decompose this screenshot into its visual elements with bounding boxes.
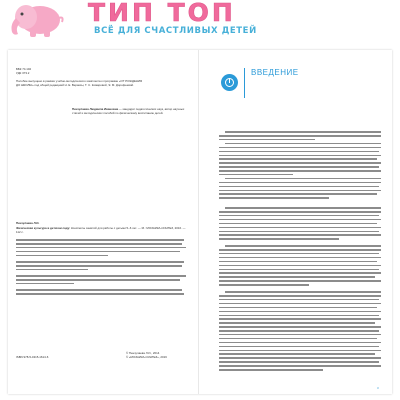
elephant-icon <box>4 0 74 38</box>
brand-title: ТИП ТОП <box>88 0 236 27</box>
reviewer-block <box>72 108 188 116</box>
reviewer-name: Пензулаева Людмила Ивановна <box>72 107 119 111</box>
isbn: ISBN 978-5-4315-1614-6 <box>16 355 49 359</box>
info-icon <box>221 74 238 91</box>
annotation-text <box>16 238 188 257</box>
author: Пензулаева Л.И. <box>16 221 40 225</box>
brand[interactable] <box>88 0 318 36</box>
series-intro: Пособие выпущено в рамках учебно-методического комплекта к программе «ОТ РОЖДЕНИЯ ДО ШКОЛЫ» под общей редакцией Н. Е. Вераксы, Т. С. Комаровой, Э. М. Дорофеевой. <box>16 79 143 87</box>
book-title-block <box>16 227 188 235</box>
site-banner <box>0 0 400 42</box>
reviewer-text: — кандидат педагогических наук, автор научных статей и методических пособий по физическому воспитанию детей. <box>72 107 185 115</box>
bbk-code: ББК 74.102 <box>16 67 32 71</box>
right-page <box>199 50 392 394</box>
chapter-title: ВВЕДЕНИЕ <box>251 68 299 77</box>
brand-subtitle: ВСЁ ДЛЯ СЧАСТЛИВЫХ ДЕТЕЙ <box>94 26 257 36</box>
book-title: Физическая культура в детском саду: <box>16 226 71 230</box>
book-spread <box>8 50 392 394</box>
header-divider <box>244 68 245 98</box>
annotation-text-2 <box>16 260 188 272</box>
page-number: 3 <box>377 386 379 390</box>
book-desc: Конспекты занятий для работы с детьми 5–6 лет. — М.: МОЗАИКА-СИНТЕЗ, 2016. — 112 с. <box>16 226 186 234</box>
body-text-4 <box>219 290 382 372</box>
copyright-publisher: © «МОЗАИКА-СИНТЕЗ», 2016 <box>126 355 167 359</box>
annotation-text-3 <box>16 274 188 286</box>
left-page <box>8 50 199 394</box>
udk-code: УДК 373.2 <box>16 71 30 75</box>
annotation-text-4 <box>16 288 188 296</box>
copyright-author: © Пензулаева Л.И., 2014 <box>126 351 160 355</box>
body-text <box>219 130 382 200</box>
body-text-2 <box>219 206 382 241</box>
body-text-3 <box>219 244 382 287</box>
